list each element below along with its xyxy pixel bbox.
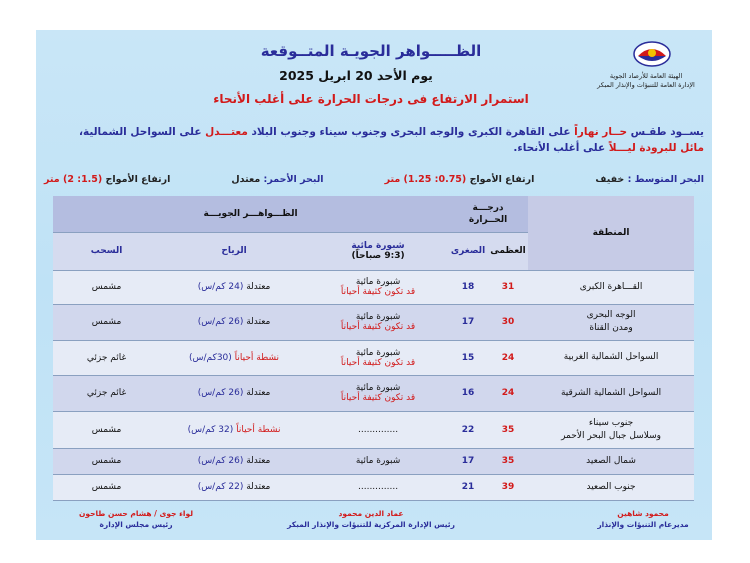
mediterranean-waves: ارتفاع الأمواج (0.75: 1.25) متر	[384, 174, 535, 185]
cloud-header: السحب	[53, 232, 160, 270]
mist-cell: شبورة مائية قد تكون كثيفة أحياناً	[308, 375, 448, 411]
region-cell: السواحل الشمالية الشرقية	[528, 375, 694, 411]
forecast-table	[53, 196, 694, 501]
table-row	[53, 375, 694, 411]
wind-cell: معتدلة (24 كم/س)	[160, 270, 308, 304]
region-header: المنطقة	[528, 196, 694, 270]
mist-cell: شبورة مائية قد تكون كثيفة أحياناً	[308, 270, 448, 304]
red-sea-state: البحر الأحمر: معتدل	[231, 174, 324, 185]
table-row	[53, 448, 694, 474]
max-temp-cell: 35	[488, 411, 528, 448]
min-temp-cell: 17	[448, 448, 488, 474]
region-cell: السواحل الشمالية الغربية	[528, 340, 694, 375]
phenomena-header: الظـــواهـــر الجويـــة	[53, 196, 448, 232]
region-cell: شمال الصعيد	[528, 448, 694, 474]
min-temp-cell: 16	[448, 375, 488, 411]
max-temp-cell: 30	[488, 304, 528, 340]
max-temp-cell: 24	[488, 375, 528, 411]
cloud-cell: مشمس	[53, 270, 160, 304]
mist-cell: ..............	[308, 411, 448, 448]
mist-cell: شبورة مائية قد تكون كثيفة أحياناً	[308, 304, 448, 340]
temperature-header: درجـــة الحــرارة	[448, 196, 528, 232]
table-row	[53, 304, 694, 340]
cloud-cell: غائم جزئي	[53, 375, 160, 411]
min-temp-cell: 21	[448, 474, 488, 500]
cloud-cell: مشمس	[53, 304, 160, 340]
wind-header: الرياح	[160, 232, 308, 270]
max-temp-cell: 24	[488, 340, 528, 375]
cloud-cell: مشمس	[53, 448, 160, 474]
wind-cell: معتدلة (26 كم/س)	[160, 448, 308, 474]
cloud-cell: مشمس	[53, 474, 160, 500]
organization-name: الهيئة العامة للأرصاد الجوية الإدارة العامة للتنبؤات والإنذار المبكر	[597, 72, 695, 89]
mediterranean-state: البحر المتوسط : خفيف	[595, 174, 704, 185]
min-temp-header: الصغرى	[448, 232, 488, 270]
mist-cell: شبورة مائية قد تكون كثيفة أحياناً	[308, 340, 448, 375]
wind-cell: معتدلة (26 كم/س)	[160, 304, 308, 340]
region-cell: القـــاهرة الكبرى	[528, 270, 694, 304]
region-cell: الوجه البحرى ومدن القناة	[528, 304, 694, 340]
region-cell: جنوب الصعيد	[528, 474, 694, 500]
wind-cell: معتدلة (26 كم/س)	[160, 375, 308, 411]
min-temp-cell: 18	[448, 270, 488, 304]
mist-cell: شبورة مائية	[308, 448, 448, 474]
wind-cell: نشطة أحياناً (32 كم/س)	[160, 411, 308, 448]
signature-central-director: عماد الدين محمود رئيس الإدارة المركزية للتنبؤات والإنذار المبكر	[287, 509, 455, 529]
mist-cell: ..............	[308, 474, 448, 500]
table-row	[53, 474, 694, 500]
table-row	[53, 270, 694, 304]
max-temp-cell: 35	[488, 448, 528, 474]
forecast-bulletin	[36, 30, 712, 540]
bulletin-date: يوم الأحد 20 ابريل 2025	[279, 68, 433, 83]
max-temp-header: العظمى	[488, 232, 528, 270]
signature-forecast-director: محمود شاهين مديرعام التنبؤات والإنذار	[597, 509, 689, 529]
table-row	[53, 340, 694, 375]
bulletin-title: الظـــــواهر الجويـة المتــوقعة	[260, 42, 482, 60]
sea-state-line	[44, 174, 704, 185]
wind-cell: معتدلة (22 كم/س)	[160, 474, 308, 500]
bulletin-subtitle: استمرار الارتفاع فى درجات الحرارة على أغلب الأنحاء	[213, 92, 529, 106]
max-temp-cell: 31	[488, 270, 528, 304]
wind-cell: نشطة أحياناً (30كم/س)	[160, 340, 308, 375]
cloud-cell: غائم جزئي	[53, 340, 160, 375]
met-authority-logo	[632, 40, 672, 68]
mist-header: شبورة مائية (9:3 صباحاً)	[308, 232, 448, 270]
table-row	[53, 411, 694, 448]
signature-chairman: لواء جوى / هشام حسن طاحون رئيس مجلس الإدارة	[78, 509, 194, 529]
cloud-cell: مشمس	[53, 411, 160, 448]
min-temp-cell: 17	[448, 304, 488, 340]
red-sea-waves: ارتفاع الأمواج (1.5: 2) متر	[44, 174, 171, 185]
region-cell: جنوب سيناء وسلاسل جبال البحر الأحمر	[528, 411, 694, 448]
min-temp-cell: 15	[448, 340, 488, 375]
min-temp-cell: 22	[448, 411, 488, 448]
max-temp-cell: 39	[488, 474, 528, 500]
weather-description: يســود طقـس حــار نهاراً على القاهرة الكبرى والوجه البحرى وجنوب سيناء وجنوب البلاد معتـــدل على السواحل الشمالية، مائل للبرودة ليـــلاً على أغلب الأنحاء.	[78, 126, 704, 154]
